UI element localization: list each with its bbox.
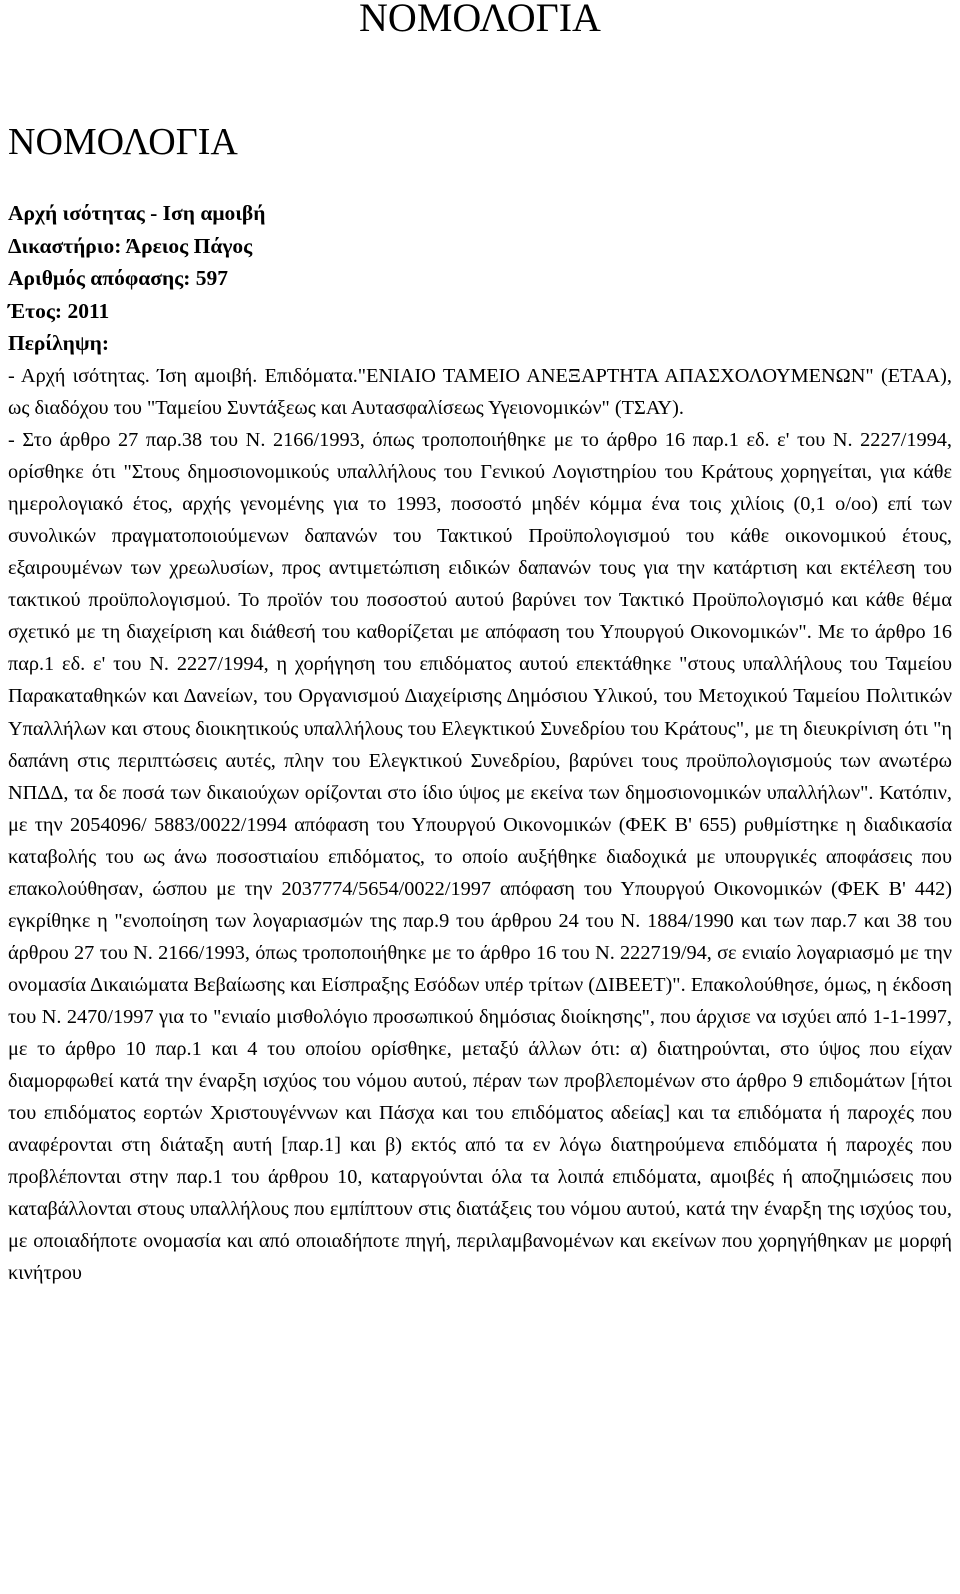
summary-label: Περίληψη: <box>8 331 110 356</box>
case-subject: Αρχή ισότητας - Ιση αμοιβή <box>8 201 266 225</box>
summary-paragraph: - Στο άρθρο 27 παρ.38 του Ν. 2166/1993, όπως τροποποιήθηκε με το άρθρο 16 παρ.1 εδ. ε' του Ν. 2227/1994, ορίσθηκε ότι "Στους δημοσιονομικούς υπαλλήλους του Γενικού Λογιστηρίου του Κράτους χορηγείται, για κάθε ημερολογιακό έτος, αρχής γενομένης για το 1993, ποσοστό μηδέν κόμμα ένα τοις χιλίοις (0,1 ο/οο) επί των συνολικών πραγματοποιούμενων δαπανών του Τακτικού Προϋπολογισμού του κάθε οικονομικού έτους, εξαιρουμένων των χρεωλυσίων, προς αντιμετώπιση ειδικών δαπανών τους για την κατάρτιση και εκτέλεση του τακτικού προϋπολογισμού. Το προϊόν του ποσοστού αυτού βαρύνει τον Τακτικό Προϋπολογισμό και κάθε θέμα σχετικό με τη διαχείριση και διάθεσή του καθορίζεται με απόφαση του Υπουργού Οικονομικών". Με το άρθρο 16 παρ.1 εδ. ε' του Ν. 2227/1994, η χορήγηση του επιδόματος αυτού επεκτάθηκε "στους υπαλλήλους του Ταμείου Παρακαταθηκών και Δανείων, του Οργανισμού Διαχείρισης Δημόσιου Υλικού, του Μετοχικού Ταμείου Πολιτικών Υπαλλήλων και στους διοικητικούς υπαλλήλους του Ελεγκτικού Συνεδρίου του Κράτους", με τη διευκρίνιση ότι "η δαπάνη στις περιπτώσεις αυτές, πλην του Ελεγκτικού Συνεδρίου, βαρύνει τους προϋπολογισμούς των ανωτέρω ΝΠΔΔ, τα δε ποσά των δικαιούχων ορίζονται στο ίδιο ύψος με εκείνα των δημοσιονομικών υπαλλήλων". Κατόπιν, με την 2054096/ 5883/0022/1994 απόφαση του Υπουργού Οικονομικών (ΦΕΚ Β' 655) ρυθμίστηκε η διαδικασία καταβολής του ως άνω ποσοστιαίου επιδόματος, το οποίο αυξήθηκε διαδοχικά με υπουργικές αποφάσεις που επακολούθησαν, ώσπου με την 2037774/5654/0022/1997 απόφαση του Υπουργού Οικονομικών (ΦΕΚ Β' 442) εγκρίθηκε η "ενοποίηση των λογαριασμών της παρ.9 του άρθρου 24 του Ν. 1884/1990 και των παρ.7 και 38 του άρθρου 27 του Ν. 2166/1993, όπως τροποποιήθηκε με το άρθρο 16 του Ν. 222719/94, σε ενιαίο λογαριασμό με την ονομασία Δικαιώματα Βεβαίωσης και Είσπραξης Εσόδων υπέρ τρίτων (ΔΙΒΕΕΤ)". Επακολούθησε, όμως, η έκδοση του Ν. 2470/1997 για το "ενιαίο μισθολόγιο προσωπικού δημόσιας διοίκησης", που άρχισε να ισχύει από 1-1-1997, με το άρθρο 10 παρ.1 και 4 του οποίου ορίσθηκε, μεταξύ άλλων ότι: α) διατηρούνται, στο ύψος που είχαν διαμορφωθεί κατά την έναρξη ισχύος του νόμου αυτού, πέραν των προβλεπομένων στο άρθρο 9 επιδομάτων [ήτοι του επιδόματος εορτών Χριστουγέννων και Πάσχα και του επιδόματος αδείας] και τα επιδόματα ή παροχές που αναφέρονται στη διάταξη αυτή [παρ.1] και β) εκτός από τα εν λόγω διατηρούμενα επιδόματα ή παροχές που προβλέπονται στην παρ.1 του άρθρου 10, καταργούνται όλα τα λοιπά επιδόματα, αμοιβές ή αποζημιώσεις που καταβάλλονται στους υπαλλήλους που εμπίπτουν στις διατάξεις του νόμου αυτού, κατά την έναρξη της ισχύος του, με οποιαδήποτε ονομασία και από οποιαδήποτε πηγή, περιλαμβανομένων και εκείνων που χορηγήθηκαν με μορφή κινήτρου <box>8 429 952 1285</box>
court-name: Δικαστήριο: Άρειος Πάγος <box>8 233 253 258</box>
summary-body <box>8 360 952 1289</box>
section-title: ΝΟΜΟΛΟΓΙΑ <box>8 121 238 163</box>
summary-paragraph: - Αρχή ισότητας. Ίση αμοιβή. Επιδόματα."ΕΝΙΑΙΟ ΤΑΜΕΙΟ ΑΝΕΞΑΡΤΗΤΑ ΑΠΑΣΧΟΛΟΥΜΕΝΩΝ" (ΕΤΑΑ), ως διαδόχου του "Ταμείου Συντάξεως και Αυτασφαλίσεως Υγειονομικών" (ΤΣΑΥ). <box>8 365 952 420</box>
case-metadata <box>8 197 952 360</box>
decision-number: Αριθμός απόφασης: 597 <box>8 266 229 291</box>
decision-year: Έτος: 2011 <box>8 298 110 323</box>
page-title: ΝΟΜΟΛΟΓΙΑ <box>359 0 601 40</box>
